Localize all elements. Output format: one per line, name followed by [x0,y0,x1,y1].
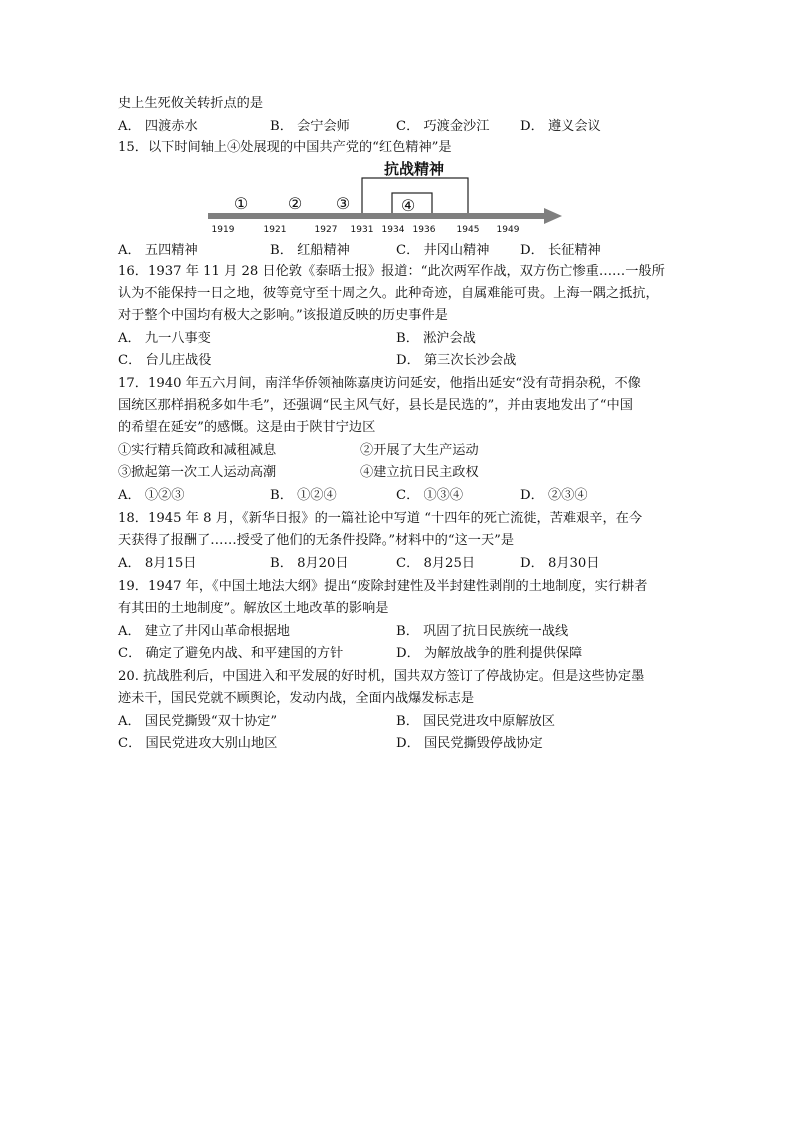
q15-option-c: C． 井冈山精神 [396,243,490,258]
q18-option-c: C． 8月25日 [396,556,476,571]
q16-option-b: B． 淞沪会战 [396,331,476,346]
timeline-year: 1919 [211,225,235,235]
q18-stem: 18．1945 年 8 月，《新华日报》的一篇社论中写道 “十四年的死亡流徙，苦难艰辛，在今 [118,511,643,526]
timeline-year: 1931 [350,225,374,235]
q16-stem: 16．1937 年 11 月 28 日伦敦《泰晤士报》报道：“此次两军作战，双方伤亡惨重……一般所 [118,264,665,279]
q20-stem: 20. 抗战胜利后，中国进入和平发展的好时机，国共双方签订了停战协定。但是这些协定墨 [118,669,645,684]
timeline-year: 1921 [263,225,287,235]
q19-option-c: C． 确定了避免内战、和平建国的方针 [118,646,344,661]
q15-stem: 15．以下时间轴上④处展现的中国共产党的“红色精神”是 [118,140,452,155]
q19-option-d: D． 为解放战争的胜利提供保障 [396,646,583,661]
timeline-year: 1927 [314,225,338,235]
timeline-year: 1936 [412,225,436,235]
q17-stem: 国统区那样捐税多如牛毛”，还强调“民主风气好，县长是民选的”，并由衷地发出了“中国 [118,398,633,413]
q15-option-a: A． 五四精神 [118,243,198,258]
q17-stem: 17．1940 年五六月间，南洋华侨领袖陈嘉庚访问延安，他指出延安“没有苛捐杂税，不像 [118,376,641,391]
q19-stem: 19．1947 年，《中国土地法大纲》提出“废除封建性及半封建性剥削的土地制度，实行耕者 [118,579,648,594]
q19-option-a: A． 建立了井冈山革命根据地 [118,624,290,639]
q17-item-4: ④建立抗日民主政权 [360,465,479,480]
timeline-marker-1: ① [233,194,249,213]
q16-stem: 对于整个中国均有极大之影响。”该报道反映的历史事件是 [118,308,448,323]
q17-item-3: ③掀起第一次工人运动高潮 [118,465,277,480]
q18-option-d: D． 8月30日 [520,556,600,571]
q15-option-b: B． 红船精神 [270,243,350,258]
q17-stem: 的希望在延安”的感慨。这是由于陕甘宁边区 [118,420,376,435]
q15-option-d: D． 长征精神 [520,243,601,258]
timeline-marker-3: ③ [335,194,351,213]
q19-stem: 有其田的土地制度”。解放区土地改革的影响是 [118,601,389,616]
timeline-figure [200,160,580,240]
q20-option-c: C． 国民党进攻大别山地区 [118,736,278,751]
q14-option-a: A． 四渡赤水 [118,119,198,134]
timeline-year: 1934 [381,225,405,235]
q14-option-c: C． 巧渡金沙江 [396,119,490,134]
q17-item-1: ①实行精兵简政和减租减息 [118,443,277,458]
q20-option-a: A． 国民党撕毁“双十协定” [118,714,278,729]
timeline-title: 抗战精神 [383,160,445,178]
q18-option-a: A． 8月15日 [118,556,197,571]
timeline-arrow-icon [544,208,562,224]
q16-option-c: C． 台儿庄战役 [118,353,212,368]
timeline-marker-2: ② [287,194,303,213]
q16-option-d: D． 第三次长沙会战 [396,353,517,368]
q20-option-b: B． 国民党进攻中原解放区 [396,714,555,729]
q18-option-b: B． 8月20日 [270,556,349,571]
q17-option-c: C． ①③④ [396,488,464,503]
q16-option-a: A． 九一八事变 [118,331,211,346]
q20-option-d: D． 国民党撕毁停战协定 [396,736,543,751]
q18-stem: 天获得了报酬了……授受了他们的无条件投降。”材料中的“这一天”是 [118,533,515,548]
timeline-year: 1949 [496,225,520,235]
q17-option-a: A． ①②③ [118,488,185,503]
q17-item-2: ②开展了大生产运动 [360,443,479,458]
q14-option-b: B． 会宁会师 [270,119,350,134]
q16-stem: 认为不能保持一日之地，彼等竟守至十周之久。此种奇迹，自属难能可贵。上海一隅之抵抗， [118,286,659,301]
timeline-year: 1945 [456,225,480,235]
q20-stem: 迹未干，国民党就不顾舆论，发动内战，全面内战爆发标志是 [118,691,475,706]
q17-option-b: B． ①②④ [270,488,337,503]
q14-stem-tail: 史上生死攸关转折点的是 [118,96,264,111]
timeline-marker-4: ④ [400,196,416,215]
q14-option-d: D． 遵义会议 [520,119,601,134]
q19-option-b: B． 巩固了抗日民族统一战线 [396,624,569,639]
q17-option-d: D． ②③④ [520,488,588,503]
